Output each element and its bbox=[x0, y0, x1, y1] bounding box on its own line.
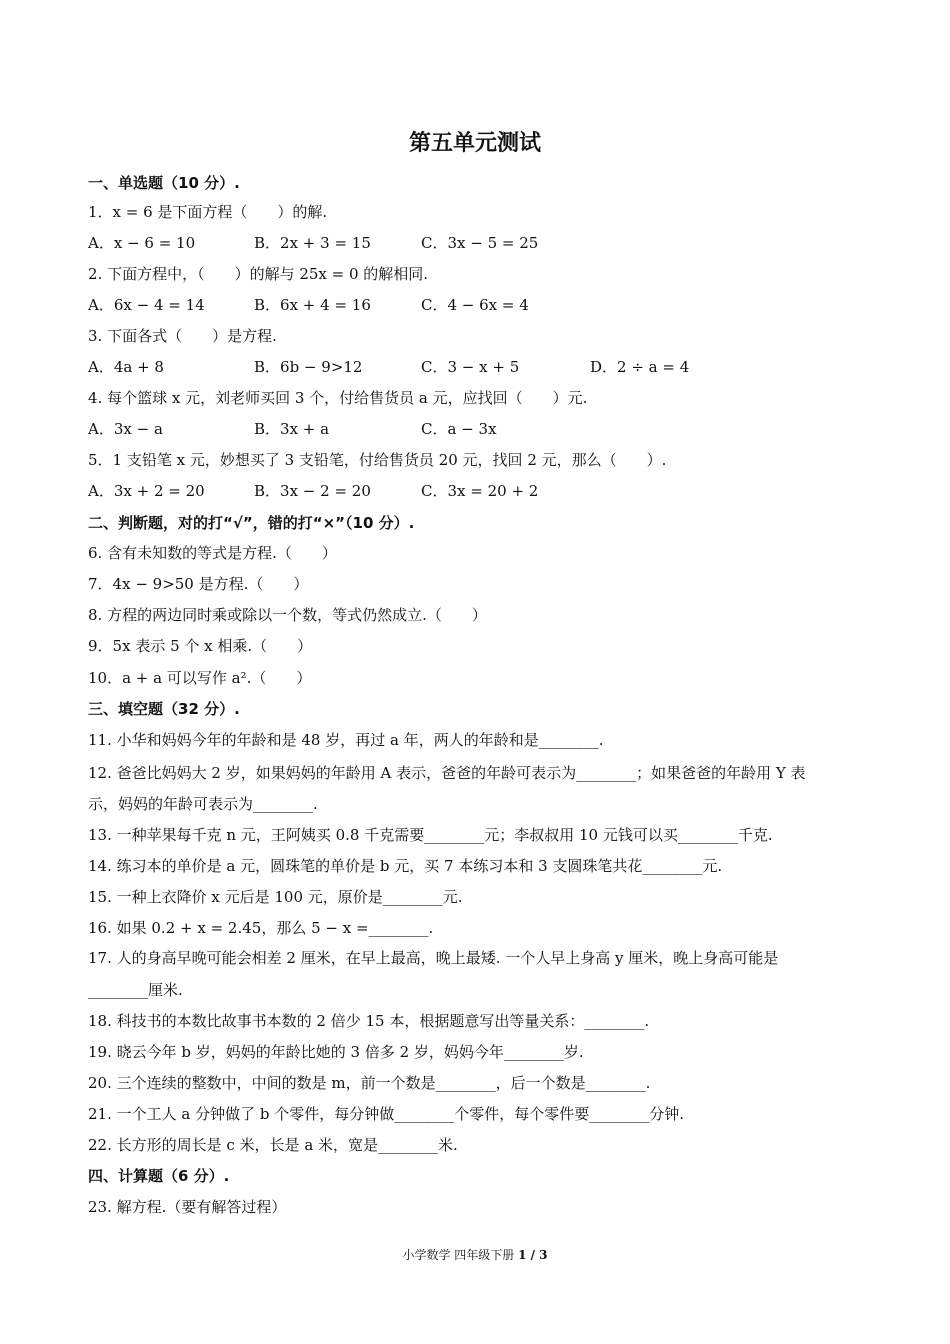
option-b: B．3x − 2 = 20 bbox=[254, 482, 371, 500]
option-b: B．6b − 9>12 bbox=[254, 358, 363, 376]
question-6: 6. 含有未知数的等式是方程.（ ） bbox=[88, 544, 337, 562]
option-a: A．x − 6 = 10 bbox=[88, 234, 196, 252]
question-22: 22. 长方形的周长是 c 米，长是 a 米，宽是________米. bbox=[88, 1136, 458, 1154]
option-b: B．3x + a bbox=[254, 420, 330, 438]
section-fill-blank: 三、填空题（32 分）. bbox=[88, 700, 240, 718]
option-b: B．2x + 3 = 15 bbox=[254, 234, 371, 252]
question-9: 9．5x 表示 5 个 x 相乘.（ ） bbox=[88, 637, 313, 655]
question-2: 2. 下面方程中，（ ）的解与 25x = 0 的解相同. bbox=[88, 265, 429, 283]
question-23: 23. 解方程.（要有解答过程） bbox=[88, 1198, 287, 1216]
question-15: 15. 一种上衣降价 x 元后是 100 元，原价是________元. bbox=[88, 888, 463, 906]
question-13: 13. 一种苹果每千克 n 元，王阿姨买 0.8 千克需要________元；李叔叔用 10 元钱可以买________千克. bbox=[88, 826, 773, 844]
question-21: 21. 一个工人 a 分钟做了 b 个零件，每分钟做________个零件，每个零件要________分钟. bbox=[88, 1105, 685, 1123]
page-title: 第五单元测试 bbox=[408, 131, 541, 156]
question-7: 7．4x − 9>50 是方程.（ ） bbox=[88, 575, 309, 593]
page-footer bbox=[0, 1246, 950, 1263]
section-single-choice: 一、单选题（10 分）. bbox=[88, 174, 240, 192]
question-10: 10．a + a 可以写作 a².（ ） bbox=[88, 669, 312, 687]
question-20: 20. 三个连续的整数中，中间的数是 m，前一个数是________，后一个数是________. bbox=[88, 1074, 651, 1092]
option-c: C．4 − 6x = 4 bbox=[421, 296, 529, 314]
section-true-false: 二、判断题，对的打“√”，错的打“×”（10 分）. bbox=[88, 514, 415, 532]
option-c: C．a − 3x bbox=[421, 420, 497, 438]
question-12-line-2: 示，妈妈的年龄可表示为________. bbox=[88, 795, 318, 813]
section-calculation: 四、计算题（6 分）. bbox=[88, 1167, 230, 1185]
footer-text: 小学数学 四年级下册 bbox=[402, 1248, 519, 1262]
question-12-line-1: 12. 爸爸比妈妈大 2 岁，如果妈妈的年龄用 A 表示，爸爸的年龄可表示为________；如果爸爸的年龄用 Y 表 bbox=[88, 764, 806, 782]
question-18: 18. 科技书的本数比故事书本数的 2 倍少 15 本，根据题意写出等量关系：________. bbox=[88, 1012, 650, 1030]
page-number: 1 / 3 bbox=[518, 1248, 548, 1262]
question-17-line-2: ________厘米. bbox=[88, 981, 183, 999]
option-c: C．3 − x + 5 bbox=[421, 358, 520, 376]
option-a: A．3x + 2 = 20 bbox=[88, 482, 205, 500]
question-14: 14. 练习本的单价是 a 元，圆珠笔的单价是 b 元，买 7 本练习本和 3 支圆珠笔共花________元. bbox=[88, 857, 723, 875]
question-8: 8. 方程的两边同时乘或除以一个数，等式仍然成立.（ ） bbox=[88, 606, 487, 624]
question-19: 19. 晓云今年 b 岁，妈妈的年龄比她的 3 倍多 2 岁，妈妈今年________岁. bbox=[88, 1043, 584, 1061]
question-4: 4. 每个篮球 x 元，刘老师买回 3 个，付给售货员 a 元，应找回（ ）元. bbox=[88, 389, 588, 407]
option-c: C．3x − 5 = 25 bbox=[421, 234, 539, 252]
option-a: A．4a + 8 bbox=[88, 358, 164, 376]
question-17-line-1: 17. 人的身高早晚可能会相差 2 厘米，在早上最高，晚上最矮. 一个人早上身高 y 厘米，晚上身高可能是 bbox=[88, 949, 779, 967]
option-b: B．6x + 4 = 16 bbox=[254, 296, 371, 314]
option-a: A．3x − a bbox=[88, 420, 163, 438]
question-3: 3. 下面各式（ ）是方程. bbox=[88, 327, 277, 345]
question-16: 16. 如果 0.2 + x = 2.45，那么 5 − x =________. bbox=[88, 919, 434, 937]
option-d: D．2 ÷ a = 4 bbox=[590, 358, 690, 376]
option-c: C．3x = 20 + 2 bbox=[421, 482, 539, 500]
question-11: 11. 小华和妈妈今年的年龄和是 48 岁，再过 a 年，两人的年龄和是________. bbox=[88, 731, 604, 749]
question-5: 5．1 支铅笔 x 元，妙想买了 3 支铅笔，付给售货员 20 元，找回 2 元，那么（ ）. bbox=[88, 451, 667, 469]
question-1: 1．x = 6 是下面方程（ ）的解. bbox=[88, 203, 328, 221]
option-a: A．6x − 4 = 14 bbox=[88, 296, 205, 314]
